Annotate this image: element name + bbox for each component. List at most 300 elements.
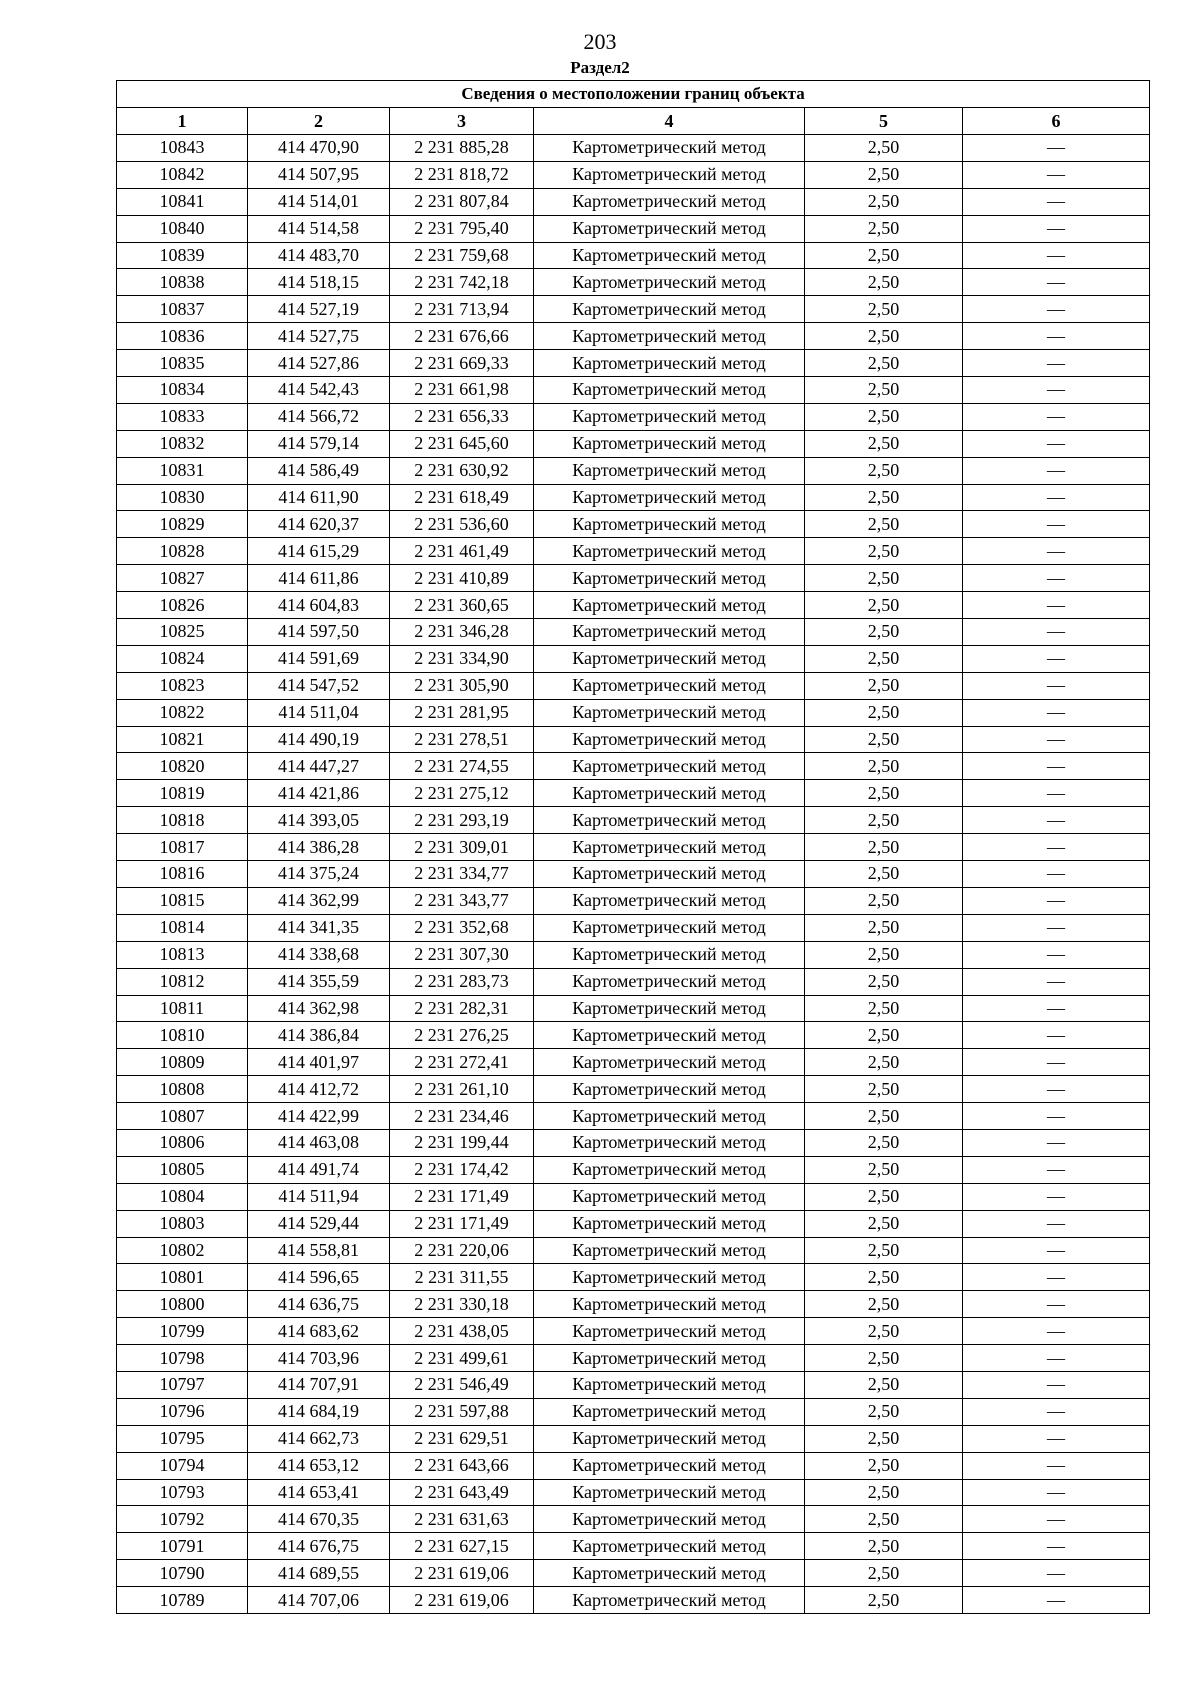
y-coordinate-cell: 2 231 619,06 (390, 1560, 534, 1587)
method-cell: Картометрический метод (534, 1156, 805, 1183)
point-number-cell: 10819 (117, 780, 248, 807)
note-cell: — (963, 1560, 1150, 1587)
method-cell: Картометрический метод (534, 1318, 805, 1345)
accuracy-cell: 2,50 (805, 188, 963, 215)
table-row (117, 161, 1150, 188)
y-coordinate-cell: 2 231 536,60 (390, 511, 534, 538)
point-number-cell: 10824 (117, 645, 248, 672)
y-coordinate-cell: 2 231 220,06 (390, 1237, 534, 1264)
table-row (117, 350, 1150, 377)
table-row (117, 645, 1150, 672)
column-header: 3 (390, 108, 534, 135)
point-number-cell: 10828 (117, 538, 248, 565)
table-row (117, 1049, 1150, 1076)
x-coordinate-cell: 414 620,37 (248, 511, 390, 538)
x-coordinate-cell: 414 518,15 (248, 269, 390, 296)
x-coordinate-cell: 414 529,44 (248, 1210, 390, 1237)
point-number-cell: 10811 (117, 995, 248, 1022)
method-cell: Картометрический метод (534, 995, 805, 1022)
method-cell: Картометрический метод (534, 1452, 805, 1479)
accuracy-cell: 2,50 (805, 995, 963, 1022)
accuracy-cell: 2,50 (805, 1210, 963, 1237)
table-row (117, 1129, 1150, 1156)
method-cell: Картометрический метод (534, 834, 805, 861)
y-coordinate-cell: 2 231 742,18 (390, 269, 534, 296)
accuracy-cell: 2,50 (805, 592, 963, 619)
table-row (117, 242, 1150, 269)
point-number-cell: 10823 (117, 672, 248, 699)
note-cell: — (963, 1587, 1150, 1614)
x-coordinate-cell: 414 401,97 (248, 1049, 390, 1076)
accuracy-cell: 2,50 (805, 753, 963, 780)
y-coordinate-cell: 2 231 619,06 (390, 1587, 534, 1614)
table-header-row (117, 108, 1150, 135)
method-cell: Картометрический метод (534, 403, 805, 430)
y-coordinate-cell: 2 231 293,19 (390, 807, 534, 834)
note-cell: — (963, 592, 1150, 619)
point-number-cell: 10842 (117, 161, 248, 188)
note-cell: — (963, 887, 1150, 914)
table-row (117, 1506, 1150, 1533)
method-cell: Картометрический метод (534, 538, 805, 565)
point-number-cell: 10825 (117, 619, 248, 646)
method-cell: Картометрический метод (534, 1237, 805, 1264)
y-coordinate-cell: 2 231 818,72 (390, 161, 534, 188)
accuracy-cell: 2,50 (805, 242, 963, 269)
note-cell: — (963, 914, 1150, 941)
y-coordinate-cell: 2 231 305,90 (390, 672, 534, 699)
point-number-cell: 10831 (117, 457, 248, 484)
y-coordinate-cell: 2 231 272,41 (390, 1049, 534, 1076)
y-coordinate-cell: 2 231 343,77 (390, 887, 534, 914)
point-number-cell: 10821 (117, 726, 248, 753)
method-cell: Картометрический метод (534, 645, 805, 672)
x-coordinate-cell: 414 393,05 (248, 807, 390, 834)
note-cell: — (963, 780, 1150, 807)
note-cell: — (963, 377, 1150, 404)
point-number-cell: 10815 (117, 887, 248, 914)
x-coordinate-cell: 414 579,14 (248, 430, 390, 457)
table-row (117, 1425, 1150, 1452)
accuracy-cell: 2,50 (805, 807, 963, 834)
method-cell: Картометрический метод (534, 1291, 805, 1318)
y-coordinate-cell: 2 231 261,10 (390, 1076, 534, 1103)
y-coordinate-cell: 2 231 438,05 (390, 1318, 534, 1345)
table-row (117, 215, 1150, 242)
table-row (117, 135, 1150, 162)
note-cell: — (963, 1129, 1150, 1156)
point-number-cell: 10817 (117, 834, 248, 861)
point-number-cell: 10799 (117, 1318, 248, 1345)
accuracy-cell: 2,50 (805, 1076, 963, 1103)
point-number-cell: 10837 (117, 296, 248, 323)
accuracy-cell: 2,50 (805, 1291, 963, 1318)
accuracy-cell: 2,50 (805, 511, 963, 538)
y-coordinate-cell: 2 231 645,60 (390, 430, 534, 457)
table-body (117, 135, 1150, 1614)
y-coordinate-cell: 2 231 669,33 (390, 350, 534, 377)
y-coordinate-cell: 2 231 713,94 (390, 296, 534, 323)
table-row (117, 1076, 1150, 1103)
note-cell: — (963, 1425, 1150, 1452)
x-coordinate-cell: 414 707,06 (248, 1587, 390, 1614)
x-coordinate-cell: 414 470,90 (248, 135, 390, 162)
x-coordinate-cell: 414 636,75 (248, 1291, 390, 1318)
y-coordinate-cell: 2 231 334,77 (390, 861, 534, 888)
x-coordinate-cell: 414 527,86 (248, 350, 390, 377)
note-cell: — (963, 242, 1150, 269)
accuracy-cell: 2,50 (805, 645, 963, 672)
table-row (117, 914, 1150, 941)
note-cell: — (963, 484, 1150, 511)
accuracy-cell: 2,50 (805, 484, 963, 511)
y-coordinate-cell: 2 231 282,31 (390, 995, 534, 1022)
note-cell: — (963, 403, 1150, 430)
x-coordinate-cell: 414 341,35 (248, 914, 390, 941)
note-cell: — (963, 161, 1150, 188)
x-coordinate-cell: 414 611,86 (248, 565, 390, 592)
x-coordinate-cell: 414 362,98 (248, 995, 390, 1022)
note-cell: — (963, 1398, 1150, 1425)
y-coordinate-cell: 2 231 627,15 (390, 1533, 534, 1560)
table-row (117, 780, 1150, 807)
point-number-cell: 10820 (117, 753, 248, 780)
x-coordinate-cell: 414 514,58 (248, 215, 390, 242)
method-cell: Картометрический метод (534, 1479, 805, 1506)
accuracy-cell: 2,50 (805, 1022, 963, 1049)
table-row (117, 188, 1150, 215)
accuracy-cell: 2,50 (805, 1371, 963, 1398)
method-cell: Картометрический метод (534, 188, 805, 215)
method-cell: Картометрический метод (534, 135, 805, 162)
x-coordinate-cell: 414 514,01 (248, 188, 390, 215)
method-cell: Картометрический метод (534, 968, 805, 995)
note-cell: — (963, 1049, 1150, 1076)
accuracy-cell: 2,50 (805, 699, 963, 726)
y-coordinate-cell: 2 231 352,68 (390, 914, 534, 941)
y-coordinate-cell: 2 231 334,90 (390, 645, 534, 672)
note-cell: — (963, 1371, 1150, 1398)
y-coordinate-cell: 2 231 643,66 (390, 1452, 534, 1479)
accuracy-cell: 2,50 (805, 269, 963, 296)
x-coordinate-cell: 414 586,49 (248, 457, 390, 484)
note-cell: — (963, 645, 1150, 672)
method-cell: Картометрический метод (534, 1049, 805, 1076)
accuracy-cell: 2,50 (805, 538, 963, 565)
accuracy-cell: 2,50 (805, 1318, 963, 1345)
x-coordinate-cell: 414 689,55 (248, 1560, 390, 1587)
x-coordinate-cell: 414 597,50 (248, 619, 390, 646)
y-coordinate-cell: 2 231 546,49 (390, 1371, 534, 1398)
accuracy-cell: 2,50 (805, 726, 963, 753)
point-number-cell: 10803 (117, 1210, 248, 1237)
table-row (117, 403, 1150, 430)
accuracy-cell: 2,50 (805, 350, 963, 377)
method-cell: Картометрический метод (534, 269, 805, 296)
table-row (117, 1398, 1150, 1425)
column-header: 5 (805, 108, 963, 135)
method-cell: Картометрический метод (534, 323, 805, 350)
method-cell: Картометрический метод (534, 296, 805, 323)
x-coordinate-cell: 414 447,27 (248, 753, 390, 780)
table-row (117, 592, 1150, 619)
note-cell: — (963, 1237, 1150, 1264)
note-cell: — (963, 699, 1150, 726)
note-cell: — (963, 1264, 1150, 1291)
y-coordinate-cell: 2 231 795,40 (390, 215, 534, 242)
x-coordinate-cell: 414 338,68 (248, 941, 390, 968)
section-title: Раздел2 (570, 58, 630, 77)
accuracy-cell: 2,50 (805, 1183, 963, 1210)
accuracy-cell: 2,50 (805, 1129, 963, 1156)
boundary-coordinates-table (116, 80, 1150, 1614)
method-cell: Картометрический метод (534, 1587, 805, 1614)
point-number-cell: 10806 (117, 1129, 248, 1156)
point-number-cell: 10813 (117, 941, 248, 968)
point-number-cell: 10832 (117, 430, 248, 457)
table-row (117, 1587, 1150, 1614)
x-coordinate-cell: 414 542,43 (248, 377, 390, 404)
note-cell: — (963, 430, 1150, 457)
y-coordinate-cell: 2 231 346,28 (390, 619, 534, 646)
x-coordinate-cell: 414 611,90 (248, 484, 390, 511)
point-number-cell: 10805 (117, 1156, 248, 1183)
table-caption-row (117, 81, 1150, 108)
accuracy-cell: 2,50 (805, 834, 963, 861)
method-cell: Картометрический метод (534, 619, 805, 646)
point-number-cell: 10808 (117, 1076, 248, 1103)
table-row (117, 726, 1150, 753)
method-cell: Картометрический метод (534, 565, 805, 592)
method-cell: Картометрический метод (534, 1129, 805, 1156)
table-row (117, 377, 1150, 404)
table-row (117, 269, 1150, 296)
method-cell: Картометрический метод (534, 484, 805, 511)
table-row (117, 887, 1150, 914)
y-coordinate-cell: 2 231 499,61 (390, 1345, 534, 1372)
y-coordinate-cell: 2 231 199,44 (390, 1129, 534, 1156)
y-coordinate-cell: 2 231 676,66 (390, 323, 534, 350)
point-number-cell: 10790 (117, 1560, 248, 1587)
point-number-cell: 10814 (117, 914, 248, 941)
accuracy-cell: 2,50 (805, 780, 963, 807)
table-row (117, 1479, 1150, 1506)
y-coordinate-cell: 2 231 461,49 (390, 538, 534, 565)
table-row (117, 941, 1150, 968)
x-coordinate-cell: 414 527,75 (248, 323, 390, 350)
table-row (117, 1318, 1150, 1345)
accuracy-cell: 2,50 (805, 135, 963, 162)
accuracy-cell: 2,50 (805, 1049, 963, 1076)
note-cell: — (963, 457, 1150, 484)
method-cell: Картометрический метод (534, 242, 805, 269)
note-cell: — (963, 726, 1150, 753)
note-cell: — (963, 188, 1150, 215)
x-coordinate-cell: 414 422,99 (248, 1103, 390, 1130)
table-row (117, 484, 1150, 511)
y-coordinate-cell: 2 231 283,73 (390, 968, 534, 995)
note-cell: — (963, 538, 1150, 565)
table-row (117, 1345, 1150, 1372)
note-cell: — (963, 1183, 1150, 1210)
note-cell: — (963, 1452, 1150, 1479)
accuracy-cell: 2,50 (805, 296, 963, 323)
y-coordinate-cell: 2 231 807,84 (390, 188, 534, 215)
point-number-cell: 10816 (117, 861, 248, 888)
y-coordinate-cell: 2 231 311,55 (390, 1264, 534, 1291)
method-cell: Картометрический метод (534, 1506, 805, 1533)
accuracy-cell: 2,50 (805, 1452, 963, 1479)
point-number-cell: 10791 (117, 1533, 248, 1560)
y-coordinate-cell: 2 231 643,49 (390, 1479, 534, 1506)
accuracy-cell: 2,50 (805, 861, 963, 888)
x-coordinate-cell: 414 683,62 (248, 1318, 390, 1345)
table-row (117, 672, 1150, 699)
method-cell: Картометрический метод (534, 699, 805, 726)
method-cell: Картометрический метод (534, 511, 805, 538)
note-cell: — (963, 968, 1150, 995)
table-row (117, 1237, 1150, 1264)
table-row (117, 1210, 1150, 1237)
x-coordinate-cell: 414 707,91 (248, 1371, 390, 1398)
x-coordinate-cell: 414 662,73 (248, 1425, 390, 1452)
point-number-cell: 10793 (117, 1479, 248, 1506)
y-coordinate-cell: 2 231 274,55 (390, 753, 534, 780)
y-coordinate-cell: 2 231 275,12 (390, 780, 534, 807)
method-cell: Картометрический метод (534, 1183, 805, 1210)
x-coordinate-cell: 414 483,70 (248, 242, 390, 269)
accuracy-cell: 2,50 (805, 1264, 963, 1291)
accuracy-cell: 2,50 (805, 1560, 963, 1587)
x-coordinate-cell: 414 490,19 (248, 726, 390, 753)
method-cell: Картометрический метод (534, 1371, 805, 1398)
x-coordinate-cell: 414 591,69 (248, 645, 390, 672)
note-cell: — (963, 565, 1150, 592)
accuracy-cell: 2,50 (805, 1533, 963, 1560)
method-cell: Картометрический метод (534, 215, 805, 242)
point-number-cell: 10840 (117, 215, 248, 242)
method-cell: Картометрический метод (534, 914, 805, 941)
note-cell: — (963, 1345, 1150, 1372)
method-cell: Картометрический метод (534, 1345, 805, 1372)
note-cell: — (963, 834, 1150, 861)
accuracy-cell: 2,50 (805, 1103, 963, 1130)
y-coordinate-cell: 2 231 174,42 (390, 1156, 534, 1183)
accuracy-cell: 2,50 (805, 215, 963, 242)
method-cell: Картометрический метод (534, 672, 805, 699)
accuracy-cell: 2,50 (805, 914, 963, 941)
y-coordinate-cell: 2 231 656,33 (390, 403, 534, 430)
point-number-cell: 10789 (117, 1587, 248, 1614)
y-coordinate-cell: 2 231 885,28 (390, 135, 534, 162)
x-coordinate-cell: 414 386,28 (248, 834, 390, 861)
note-cell: — (963, 1533, 1150, 1560)
table-row (117, 968, 1150, 995)
y-coordinate-cell: 2 231 630,92 (390, 457, 534, 484)
accuracy-cell: 2,50 (805, 403, 963, 430)
accuracy-cell: 2,50 (805, 1345, 963, 1372)
table-row (117, 699, 1150, 726)
note-cell: — (963, 511, 1150, 538)
point-number-cell: 10797 (117, 1371, 248, 1398)
accuracy-cell: 2,50 (805, 1506, 963, 1533)
method-cell: Картометрический метод (534, 430, 805, 457)
x-coordinate-cell: 414 355,59 (248, 968, 390, 995)
method-cell: Картометрический метод (534, 1210, 805, 1237)
x-coordinate-cell: 414 463,08 (248, 1129, 390, 1156)
point-number-cell: 10802 (117, 1237, 248, 1264)
point-number-cell: 10843 (117, 135, 248, 162)
x-coordinate-cell: 414 604,83 (248, 592, 390, 619)
table-row (117, 511, 1150, 538)
method-cell: Картометрический метод (534, 780, 805, 807)
column-header: 6 (963, 108, 1150, 135)
x-coordinate-cell: 414 558,81 (248, 1237, 390, 1264)
accuracy-cell: 2,50 (805, 377, 963, 404)
x-coordinate-cell: 414 527,19 (248, 296, 390, 323)
accuracy-cell: 2,50 (805, 1156, 963, 1183)
table-row (117, 1452, 1150, 1479)
table-row (117, 1560, 1150, 1587)
point-number-cell: 10798 (117, 1345, 248, 1372)
method-cell: Картометрический метод (534, 161, 805, 188)
accuracy-cell: 2,50 (805, 941, 963, 968)
method-cell: Картометрический метод (534, 1398, 805, 1425)
point-number-cell: 10836 (117, 323, 248, 350)
table-row (117, 1103, 1150, 1130)
accuracy-cell: 2,50 (805, 430, 963, 457)
method-cell: Картометрический метод (534, 887, 805, 914)
table-row (117, 565, 1150, 592)
point-number-cell: 10804 (117, 1183, 248, 1210)
y-coordinate-cell: 2 231 307,30 (390, 941, 534, 968)
table-row (117, 861, 1150, 888)
column-header: 1 (117, 108, 248, 135)
accuracy-cell: 2,50 (805, 1425, 963, 1452)
note-cell: — (963, 350, 1150, 377)
note-cell: — (963, 1318, 1150, 1345)
method-cell: Картометрический метод (534, 1425, 805, 1452)
note-cell: — (963, 1022, 1150, 1049)
point-number-cell: 10841 (117, 188, 248, 215)
point-number-cell: 10810 (117, 1022, 248, 1049)
note-cell: — (963, 1291, 1150, 1318)
point-number-cell: 10830 (117, 484, 248, 511)
note-cell: — (963, 861, 1150, 888)
note-cell: — (963, 807, 1150, 834)
method-cell: Картометрический метод (534, 941, 805, 968)
point-number-cell: 10833 (117, 403, 248, 430)
table-row (117, 457, 1150, 484)
note-cell: — (963, 1506, 1150, 1533)
y-coordinate-cell: 2 231 629,51 (390, 1425, 534, 1452)
x-coordinate-cell: 414 511,94 (248, 1183, 390, 1210)
x-coordinate-cell: 414 684,19 (248, 1398, 390, 1425)
accuracy-cell: 2,50 (805, 968, 963, 995)
method-cell: Картометрический метод (534, 1264, 805, 1291)
method-cell: Картометрический метод (534, 1022, 805, 1049)
note-cell: — (963, 672, 1150, 699)
y-coordinate-cell: 2 231 276,25 (390, 1022, 534, 1049)
accuracy-cell: 2,50 (805, 565, 963, 592)
point-number-cell: 10807 (117, 1103, 248, 1130)
method-cell: Картометрический метод (534, 1533, 805, 1560)
point-number-cell: 10835 (117, 350, 248, 377)
table-row (117, 1291, 1150, 1318)
point-number-cell: 10827 (117, 565, 248, 592)
x-coordinate-cell: 414 412,72 (248, 1076, 390, 1103)
table-row (117, 807, 1150, 834)
